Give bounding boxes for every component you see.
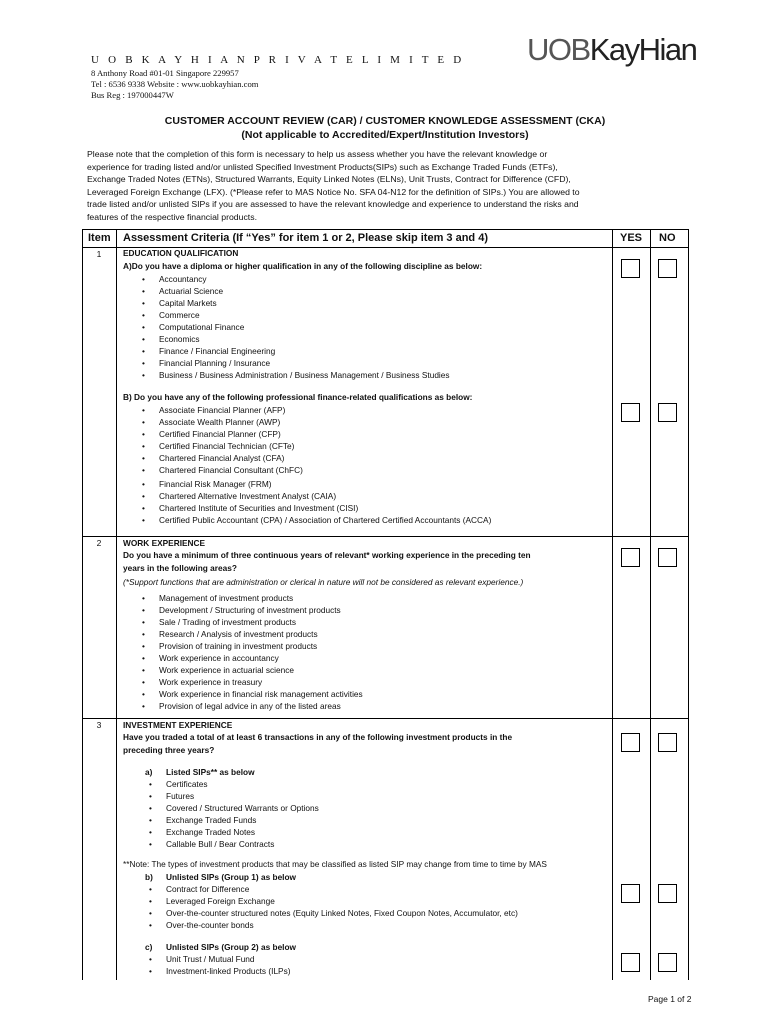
list-item: • Covered / Structured Warrants or Options — [166, 803, 319, 813]
list-item: • Work experience in financial risk management activities — [159, 689, 363, 699]
list-item: • Provision of training in investment products — [159, 641, 317, 651]
list-item: • Capital Markets — [159, 298, 217, 308]
list-item: • Finance / Financial Engineering — [159, 346, 275, 356]
list-item: • Exchange Traded Notes — [166, 827, 255, 837]
list-item: • Research / Analysis of investment products — [159, 629, 318, 639]
item1a-no-checkbox[interactable] — [658, 259, 677, 278]
list-item: • Callable Bull / Bear Contracts — [166, 839, 274, 849]
list-item: • Contract for Difference — [166, 884, 249, 894]
list-item: • Certified Financial Technician (CFTe) — [159, 441, 294, 451]
company-address: 8 Anthony Road #01-01 Singapore 229957 — [91, 68, 239, 78]
row-divider — [82, 536, 688, 537]
item3-b-label: b) — [145, 872, 153, 882]
list-item: • Chartered Institute of Securities and Investment (CISI) — [159, 503, 358, 513]
list-item: • Over-the-counter bonds — [166, 920, 254, 930]
table-left-border — [82, 229, 83, 980]
column-divider — [650, 229, 651, 980]
page-number: Page 1 of 2 — [648, 994, 692, 1004]
list-item: • Associate Wealth Planner (AWP) — [159, 417, 280, 427]
list-item: • Commerce — [159, 310, 200, 320]
intro-line: features of the respective financial products. — [87, 211, 257, 222]
list-item: • Work experience in accountancy — [159, 653, 279, 663]
list-item: • Unit Trust / Mutual Fund — [166, 954, 255, 964]
company-contact: Tel : 6536 9338 Website : www.uobkayhian.com — [91, 79, 259, 89]
list-item: • Sale / Trading of investment products — [159, 617, 296, 627]
list-item: • Futures — [166, 791, 194, 801]
column-divider — [116, 229, 117, 980]
header-assessment-criteria: Assessment Criteria (If “Yes” for item 1 or 2, Please skip item 3 and 4) — [123, 232, 488, 244]
item3-question: Have you traded a total of at least 6 transactions in any of the following investment products in the — [123, 732, 513, 742]
item3-heading: INVESTMENT EXPERIENCE — [123, 720, 233, 730]
logo-kayhian: KayHian — [589, 32, 697, 67]
list-item: • Certificates — [166, 779, 208, 789]
intro-line: Please note that the completion of this form is necessary to help us assess whether you have the relevant knowledge or — [87, 149, 548, 159]
list-item: • Provision of legal advice in any of the listed areas — [159, 701, 341, 711]
list-item: • Leveraged Foreign Exchange — [166, 896, 275, 906]
list-item: • Exchange Traded Funds — [166, 815, 256, 825]
list-item: • Accountancy — [159, 274, 207, 284]
list-item: • Associate Financial Planner (AFP) — [159, 405, 285, 415]
list-item: • Chartered Alternative Investment Analyst (CAIA) — [159, 491, 336, 501]
list-item: • Financial Planning / Insurance — [159, 358, 270, 368]
item1-question-a: A)Do you have a diploma or higher qualification in any of the following discipline as below: — [123, 261, 483, 271]
item1a-yes-checkbox[interactable] — [621, 259, 640, 278]
list-item: • Development / Structuring of investment products — [159, 605, 341, 615]
item3-b-title: Unlisted SIPs (Group 1) as below — [166, 872, 297, 882]
item1-heading: EDUCATION QUALIFICATION — [123, 248, 239, 258]
list-item: • Management of investment products — [159, 593, 293, 603]
company-registration: Bus Reg : 197000447W — [91, 90, 174, 100]
list-item: • Work experience in treasury — [159, 677, 262, 687]
item2-question: Do you have a minimum of three continuous years of relevant* working experience in the preceding ten — [123, 550, 531, 560]
list-item: • Computational Finance — [159, 322, 244, 332]
list-item: • Chartered Financial Analyst (CFA) — [159, 453, 284, 463]
list-item: • Business / Business Administration / Business Management / Business Studies — [159, 370, 450, 380]
list-item: • Certified Public Accountant (CPA) / Association of Chartered Certified Accountants (ACCA) — [159, 515, 491, 525]
intro-paragraph — [87, 148, 662, 224]
item2-note: (*Support functions that are administration or clerical in nature will not be considered as relevant experience.) — [123, 577, 524, 587]
header-item: Item — [88, 232, 111, 244]
item3-note: **Note: The types of investment products that may be classified as listed SIP may change from time to time by MAS — [123, 859, 547, 869]
list-item: • Certified Financial Planner (CFP) — [159, 429, 281, 439]
list-item: • Work experience in actuarial science — [159, 665, 294, 675]
item3-a-label: a) — [145, 767, 153, 777]
uob-kayhian-logo — [527, 32, 696, 68]
list-item: • Investment-linked Products (ILPs) — [166, 966, 291, 976]
company-name: U O B K A Y H I A N P R I V A T E L I M I T E D — [91, 54, 465, 66]
intro-line: Leveraged Foreign Exchange (LFX). (*Please refer to MAS Notice No. SFA 04-N12 for the definition of SIPs.) You are allowed to — [87, 186, 580, 197]
form-title: CUSTOMER ACCOUNT REVIEW (CAR) / CUSTOMER KNOWLEDGE ASSESSMENT (CKA) — [164, 115, 606, 127]
item2-heading: WORK EXPERIENCE — [123, 538, 206, 548]
item3c-yes-checkbox[interactable] — [621, 953, 640, 972]
item2-no-checkbox[interactable] — [658, 548, 677, 567]
item1-question-b: B) Do you have any of the following professional finance-related qualifications as below: — [123, 392, 473, 402]
item3-a-title: Listed SIPs** as below — [166, 767, 255, 777]
intro-line: experience for trading listed and/or unlisted Specified Investment Products(SIPs) such as Exchange Traded Funds (ETFs), — [87, 161, 558, 172]
item1b-no-checkbox[interactable] — [658, 403, 677, 422]
table-top-border — [82, 229, 688, 230]
company-address-block — [91, 68, 258, 101]
header-no: NO — [659, 232, 676, 244]
item3a-yes-checkbox[interactable] — [621, 733, 640, 752]
list-item: • Over-the-counter structured notes (Equity Linked Notes, Fixed Coupon Notes, Accumulator, etc) — [166, 908, 518, 918]
item3a-no-checkbox[interactable] — [658, 733, 677, 752]
intro-line: trade listed and/or unlisted SIPs if you are assessed to have the relevant knowledge and experience to understand the risks and — [87, 199, 579, 210]
item-number: 3 — [96, 720, 102, 730]
logo-uob: UOB — [527, 32, 590, 67]
item3-c-label: c) — [145, 942, 153, 952]
item2-yes-checkbox[interactable] — [621, 548, 640, 567]
item-number: 1 — [96, 249, 102, 259]
list-item: • Economics — [159, 334, 200, 344]
item3-c-title: Unlisted SIPs (Group 2) as below — [166, 942, 297, 952]
row-divider — [82, 718, 688, 719]
table-right-border — [688, 229, 689, 980]
form-subtitle: (Not applicable to Accredited/Expert/Institution Investors) — [241, 129, 529, 141]
list-item: • Financial Risk Manager (FRM) — [159, 479, 272, 489]
item1b-yes-checkbox[interactable] — [621, 403, 640, 422]
item3c-no-checkbox[interactable] — [658, 953, 677, 972]
item3b-no-checkbox[interactable] — [658, 884, 677, 903]
item2-question-cont: years in the following areas? — [123, 563, 237, 573]
list-item: • Chartered Financial Consultant (ChFC) — [159, 465, 303, 475]
item-number: 2 — [96, 538, 102, 548]
item3b-yes-checkbox[interactable] — [621, 884, 640, 903]
intro-line: Exchange Traded Notes (ETNs), Structured Warrants, Equity Linked Notes (ELNs), Unit Trusts, Contract for Difference (CFD), — [87, 174, 571, 185]
list-item: • Actuarial Science — [159, 286, 223, 296]
item3-question-cont: preceding three years? — [123, 745, 215, 755]
header-yes: YES — [620, 232, 643, 244]
column-divider — [612, 229, 613, 980]
